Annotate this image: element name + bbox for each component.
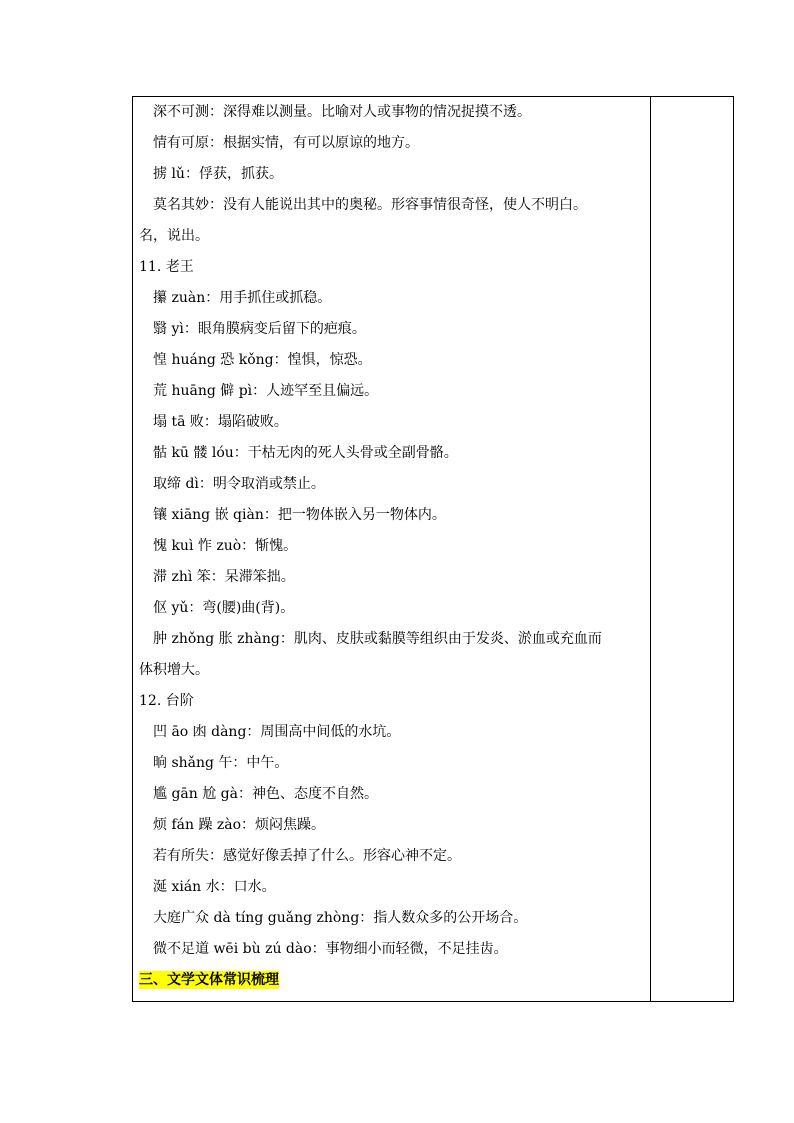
list-item: 体积增大。 xyxy=(139,662,209,678)
list-item: 名，说出。 xyxy=(139,228,209,244)
list-item: 掳 lǔ：俘获，抓获。 xyxy=(153,166,283,182)
list-item: 尴 gān 尬 gà：神色、态度不自然。 xyxy=(153,786,378,802)
list-item: 肿 zhǒng 胀 zhàng：肌肉、皮肤或黏膜等组织由于发炎、淤血或充血而 xyxy=(153,631,602,647)
list-item: 情有可原：根据实情，有可以原谅的地方。 xyxy=(153,135,419,151)
list-item: 晌 shǎng 午：中午。 xyxy=(153,755,289,771)
list-item: 微不足道 wēi bù zú dào：事物细小而轻微，不足挂齿。 xyxy=(153,941,508,957)
list-item: 若有所失：感觉好像丢掉了什么。形容心神不定。 xyxy=(153,848,461,864)
list-item: 涎 xián 水：口水。 xyxy=(153,879,276,895)
section-heading-highlight: 三、文学文体常识梳理 xyxy=(139,972,279,988)
column-divider xyxy=(650,97,651,1001)
section-heading xyxy=(139,965,647,996)
lesson-heading: 11. 老王 xyxy=(139,259,194,275)
list-item: 烦 fán 躁 zào：烦闷焦躁。 xyxy=(153,817,326,833)
list-item: 伛 yǔ：弯(腰)曲(背)。 xyxy=(153,600,295,616)
list-item: 滞 zhì 笨：呆滞笨拙。 xyxy=(153,569,295,585)
list-item: 莫名其妙：没有人能说出其中的奥秘。形容事情很奇怪，使人不明白。 xyxy=(153,197,587,213)
lesson-heading: 12. 台阶 xyxy=(139,693,194,709)
vocabulary-list xyxy=(139,97,647,996)
list-item: 攥 zuàn：用手抓住或抓稳。 xyxy=(153,290,332,306)
list-item: 骷 kū 髅 lóu：干枯无肉的死人头骨或全副骨骼。 xyxy=(153,445,458,461)
list-item: 取缔 dì：明令取消或禁止。 xyxy=(153,476,325,492)
content-table xyxy=(132,96,734,1002)
list-item: 惶 huáng 恐 kǒng：惶惧，惊恐。 xyxy=(153,352,372,368)
list-item: 镶 xiāng 嵌 qiàn：把一物体嵌入另一物体内。 xyxy=(153,507,446,523)
list-item: 愧 kuì 怍 zuò：惭愧。 xyxy=(153,538,298,554)
list-item: 深不可测：深得难以测量。比喻对人或事物的情况捉摸不透。 xyxy=(153,104,531,120)
list-item: 翳 yì：眼角膜病变后留下的疤痕。 xyxy=(153,321,366,337)
list-item: 凹 āo 凼 dàng：周围高中间低的水坑。 xyxy=(153,724,401,740)
list-item: 塌 tā 败：塌陷破败。 xyxy=(153,414,288,430)
list-item: 荒 huāng 僻 pì：人迹罕至且偏远。 xyxy=(153,383,379,399)
list-item: 大庭广众 dà tíng guǎng zhòng：指人数众多的公开场合。 xyxy=(153,910,528,926)
